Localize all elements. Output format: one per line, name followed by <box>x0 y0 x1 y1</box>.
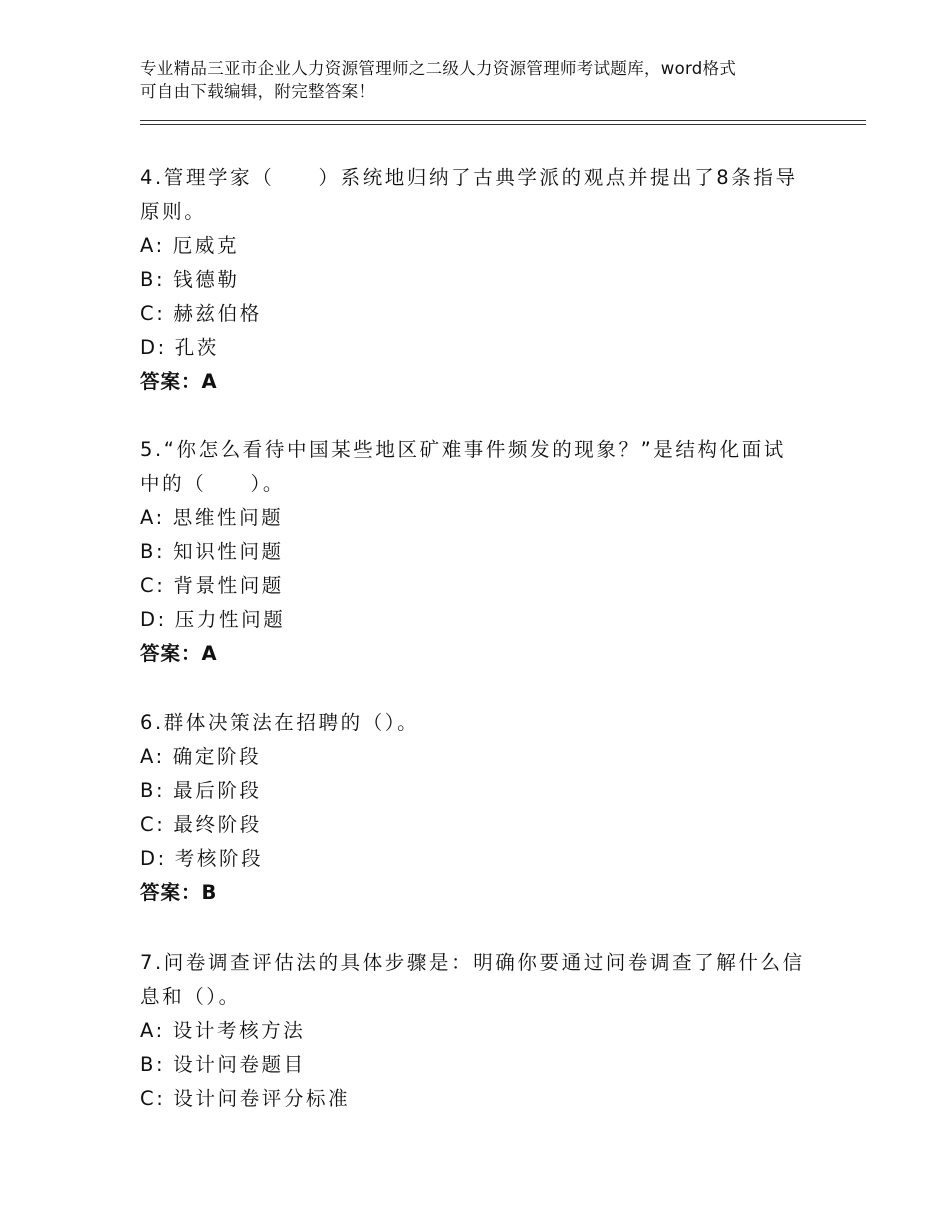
option-text: 最终阶段 <box>173 813 262 836</box>
question-text-line: 6.群体决策法在招聘的（）。 <box>140 711 420 734</box>
option-text: 赫兹伯格 <box>173 302 262 325</box>
option-text: 设计问卷题目 <box>173 1053 306 1076</box>
option-label: A: <box>140 1019 165 1042</box>
option-label: B: <box>140 540 166 563</box>
option-d <box>140 603 800 637</box>
option-b <box>140 263 800 297</box>
option-a <box>140 1014 800 1048</box>
question-text-line: 7.问卷调查评估法的具体步骤是：明确你要通过问卷调查了解什么信 <box>140 951 805 974</box>
option-text: 最后阶段 <box>173 779 262 802</box>
option-d <box>140 331 800 365</box>
option-a <box>140 501 800 535</box>
option-d <box>140 842 800 876</box>
option-text: 思维性问题 <box>172 506 284 529</box>
option-text: 孔茨 <box>174 336 219 359</box>
option-text: 背景性问题 <box>173 574 284 597</box>
option-label: D: <box>140 847 167 870</box>
question-text-line: 5.“你怎么看待中国某些地区矿难事件频发的现象？”是结构化面试 <box>140 438 786 461</box>
header-line-1: 专业精品三亚市企业人力资源管理师之二级人力资源管理师考试题库，word格式 <box>140 59 737 78</box>
option-label: A: <box>140 506 165 529</box>
option-text: 压力性问题 <box>174 608 286 631</box>
header-line-2: 可自由下载编辑，附完整答案！ <box>140 82 376 101</box>
answer: 答案：A <box>140 642 218 665</box>
option-text: 设计问卷评分标准 <box>173 1087 351 1110</box>
header-divider-bottom <box>140 124 866 125</box>
option-c <box>140 569 800 603</box>
option-b <box>140 535 800 569</box>
option-label: C: <box>140 302 166 325</box>
option-label: C: <box>140 1087 166 1110</box>
answer: 答案：B <box>140 881 218 904</box>
question-4 <box>140 161 800 399</box>
answer: 答案：A <box>140 370 218 393</box>
option-b <box>140 1048 800 1082</box>
option-label: A: <box>140 745 165 768</box>
question-7 <box>140 946 805 1116</box>
option-a <box>140 229 800 263</box>
option-text: 钱德勒 <box>173 268 240 291</box>
question-6 <box>140 706 800 910</box>
option-label: C: <box>140 574 166 597</box>
option-text: 知识性问题 <box>173 540 284 563</box>
question-text-line: 中的（ ）。 <box>140 472 285 495</box>
option-text: 确定阶段 <box>172 745 262 768</box>
option-c <box>140 297 800 331</box>
option-text: 厄威克 <box>172 234 240 257</box>
option-label: C: <box>140 813 166 836</box>
header-divider-top <box>140 120 866 121</box>
option-c <box>140 808 800 842</box>
option-text: 设计考核方法 <box>172 1019 306 1042</box>
question-text-line: 4.管理学家（ ）系统地归纳了古典学派的观点并提出了8条指导 <box>140 166 798 189</box>
question-5 <box>140 433 800 671</box>
option-label: B: <box>140 1053 166 1076</box>
option-label: B: <box>140 268 166 291</box>
option-a <box>140 740 800 774</box>
question-text-line: 息和（）。 <box>140 985 241 1008</box>
option-label: A: <box>140 234 165 257</box>
option-c <box>140 1082 800 1116</box>
option-text: 考核阶段 <box>174 847 264 870</box>
option-label: D: <box>140 608 167 631</box>
option-label: D: <box>140 336 167 359</box>
option-b <box>140 774 800 808</box>
question-text-line: 原则。 <box>140 200 207 223</box>
option-label: B: <box>140 779 166 802</box>
document-header <box>140 57 820 103</box>
